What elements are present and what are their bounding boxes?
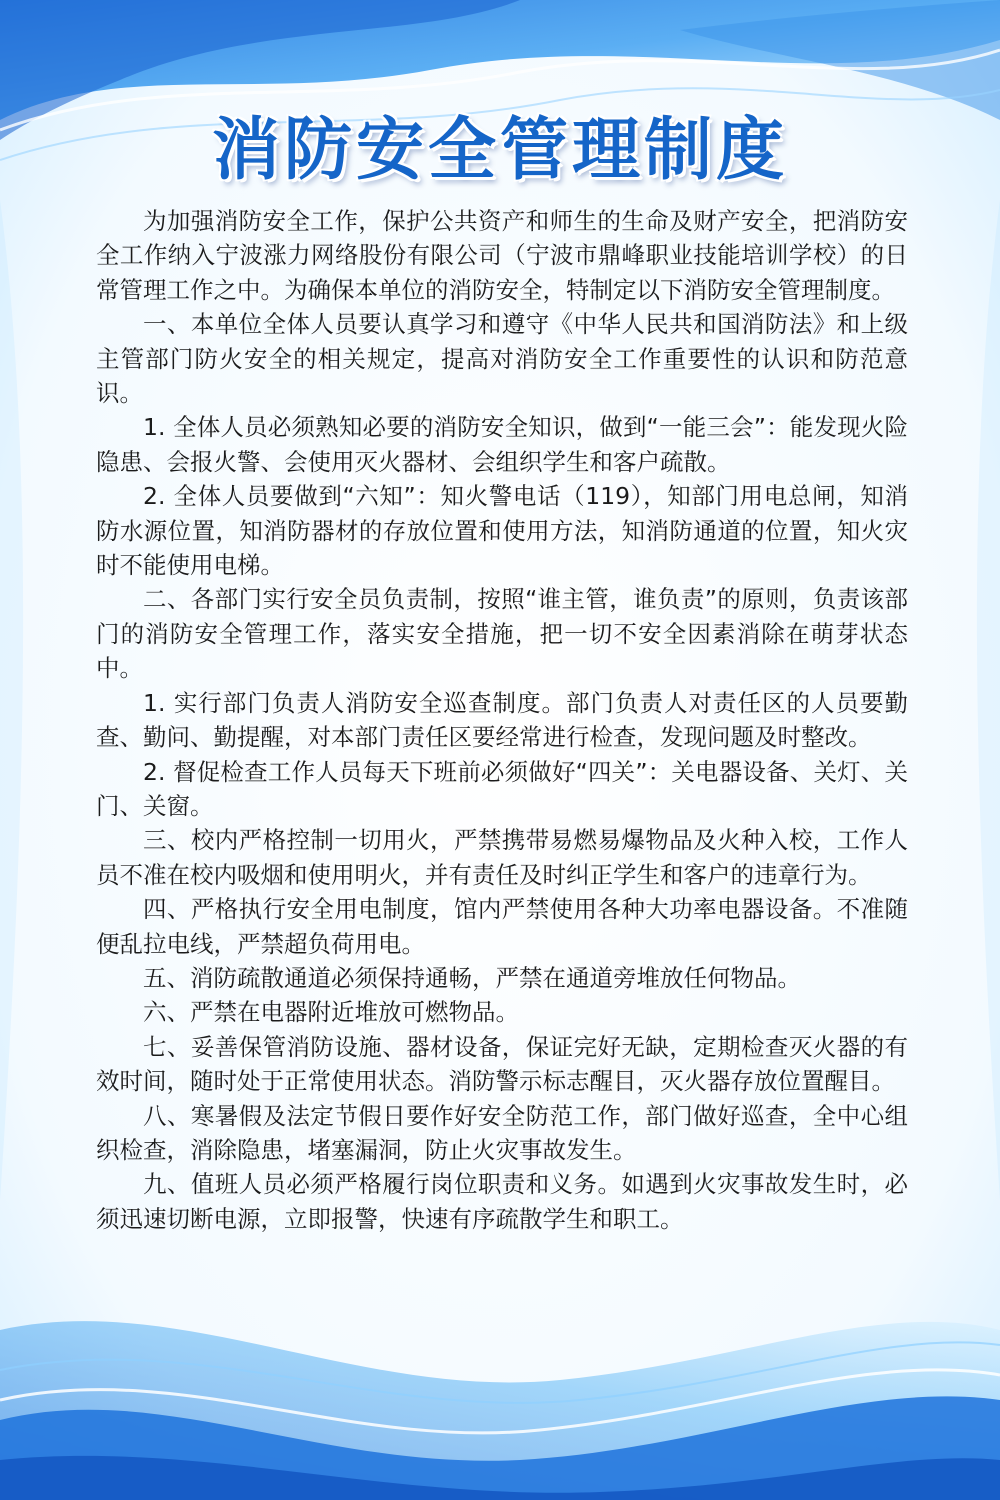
clause-paragraph: 1. 实行部门负责人消防安全巡查制度。部门负责人对责任区的人员要勤查、勤问、勤提醒，对本部门责任区要经常进行检查，发现问题及时整改。: [96, 688, 908, 752]
clause-paragraph: 2. 全体人员要做到“六知”：知火警电话（119），知部门用电总闸，知消防水源位置，知消防器材的存放位置和使用方法，知消防通道的位置，知火灾时不能使用电梯。: [96, 482, 908, 580]
clause-paragraph: 七、妥善保管消防设施、器材设备，保证完好无缺，定期检查灭火器的有效时间，随时处于正常使用状态。消防警示标志醒目，灭火器存放位置醒目。: [96, 1032, 908, 1096]
intro-paragraph: 为加强消防安全工作，保护公共资产和师生的生命及财产安全，把消防安全工作纳入宁波涨力网络股份有限公司（宁波市鼎峰职业技能培训学校）的日常管理工作之中。为确保本单位的消防安全，特制定以下消防安全管理制度。: [96, 207, 908, 304]
clause-paragraph: 五、消防疏散通道必须保持通畅，严禁在通道旁堆放任何物品。: [143, 963, 801, 992]
clause-paragraph: 1. 全体人员必须熟知必要的消防安全知识，做到“一能三会”：能发现火险隐患、会报火警、会使用灭火器材、会组织学生和客户疏散。: [96, 413, 908, 476]
clause-paragraph: 四、严格执行安全用电制度，馆内严禁使用各种大功率电器设备。不准随便乱拉电线，严禁超负荷用电。: [96, 895, 908, 958]
clause-paragraph: 九、值班人员必须严格履行岗位职责和义务。如遇到火灾事故发生时，必须迅速切断电源，立即报警，快速有序疏散学生和职工。: [96, 1170, 908, 1233]
clause-paragraph: 一、本单位全体人员要认真学习和遵守《中华人民共和国消防法》和上级主管部门防火安全的相关规定，提高对消防安全工作重要性的认识和防范意识。: [96, 310, 908, 408]
regulation-body: [96, 204, 908, 1236]
page-title: 消防安全管理制度: [211, 111, 788, 190]
clause-paragraph: 二、各部门实行安全员负责制，按照“谁主管，谁负责”的原则，负责该部门的消防安全管理工作，落实安全措施，把一切不安全因素消除在萌芽状态中。: [96, 585, 908, 683]
clause-paragraph: 六、严禁在电器附近堆放可燃物品。: [143, 998, 519, 1027]
clause-paragraph: 2. 督促检查工作人员每天下班前必须做好“四关”：关电器设备、关灯、关门、关窗。: [96, 757, 908, 820]
clause-paragraph: 三、校内严格控制一切用火，严禁携带易燃易爆物品及火种入校，工作人员不准在校内吸烟和使用明火，并有责任及时纠正学生和客户的违章行为。: [96, 826, 908, 889]
clause-paragraph: 八、寒暑假及法定节假日要作好安全防范工作，部门做好巡查，全中心组织检查，消除隐患，堵塞漏洞，防止火灾事故发生。: [96, 1101, 908, 1164]
